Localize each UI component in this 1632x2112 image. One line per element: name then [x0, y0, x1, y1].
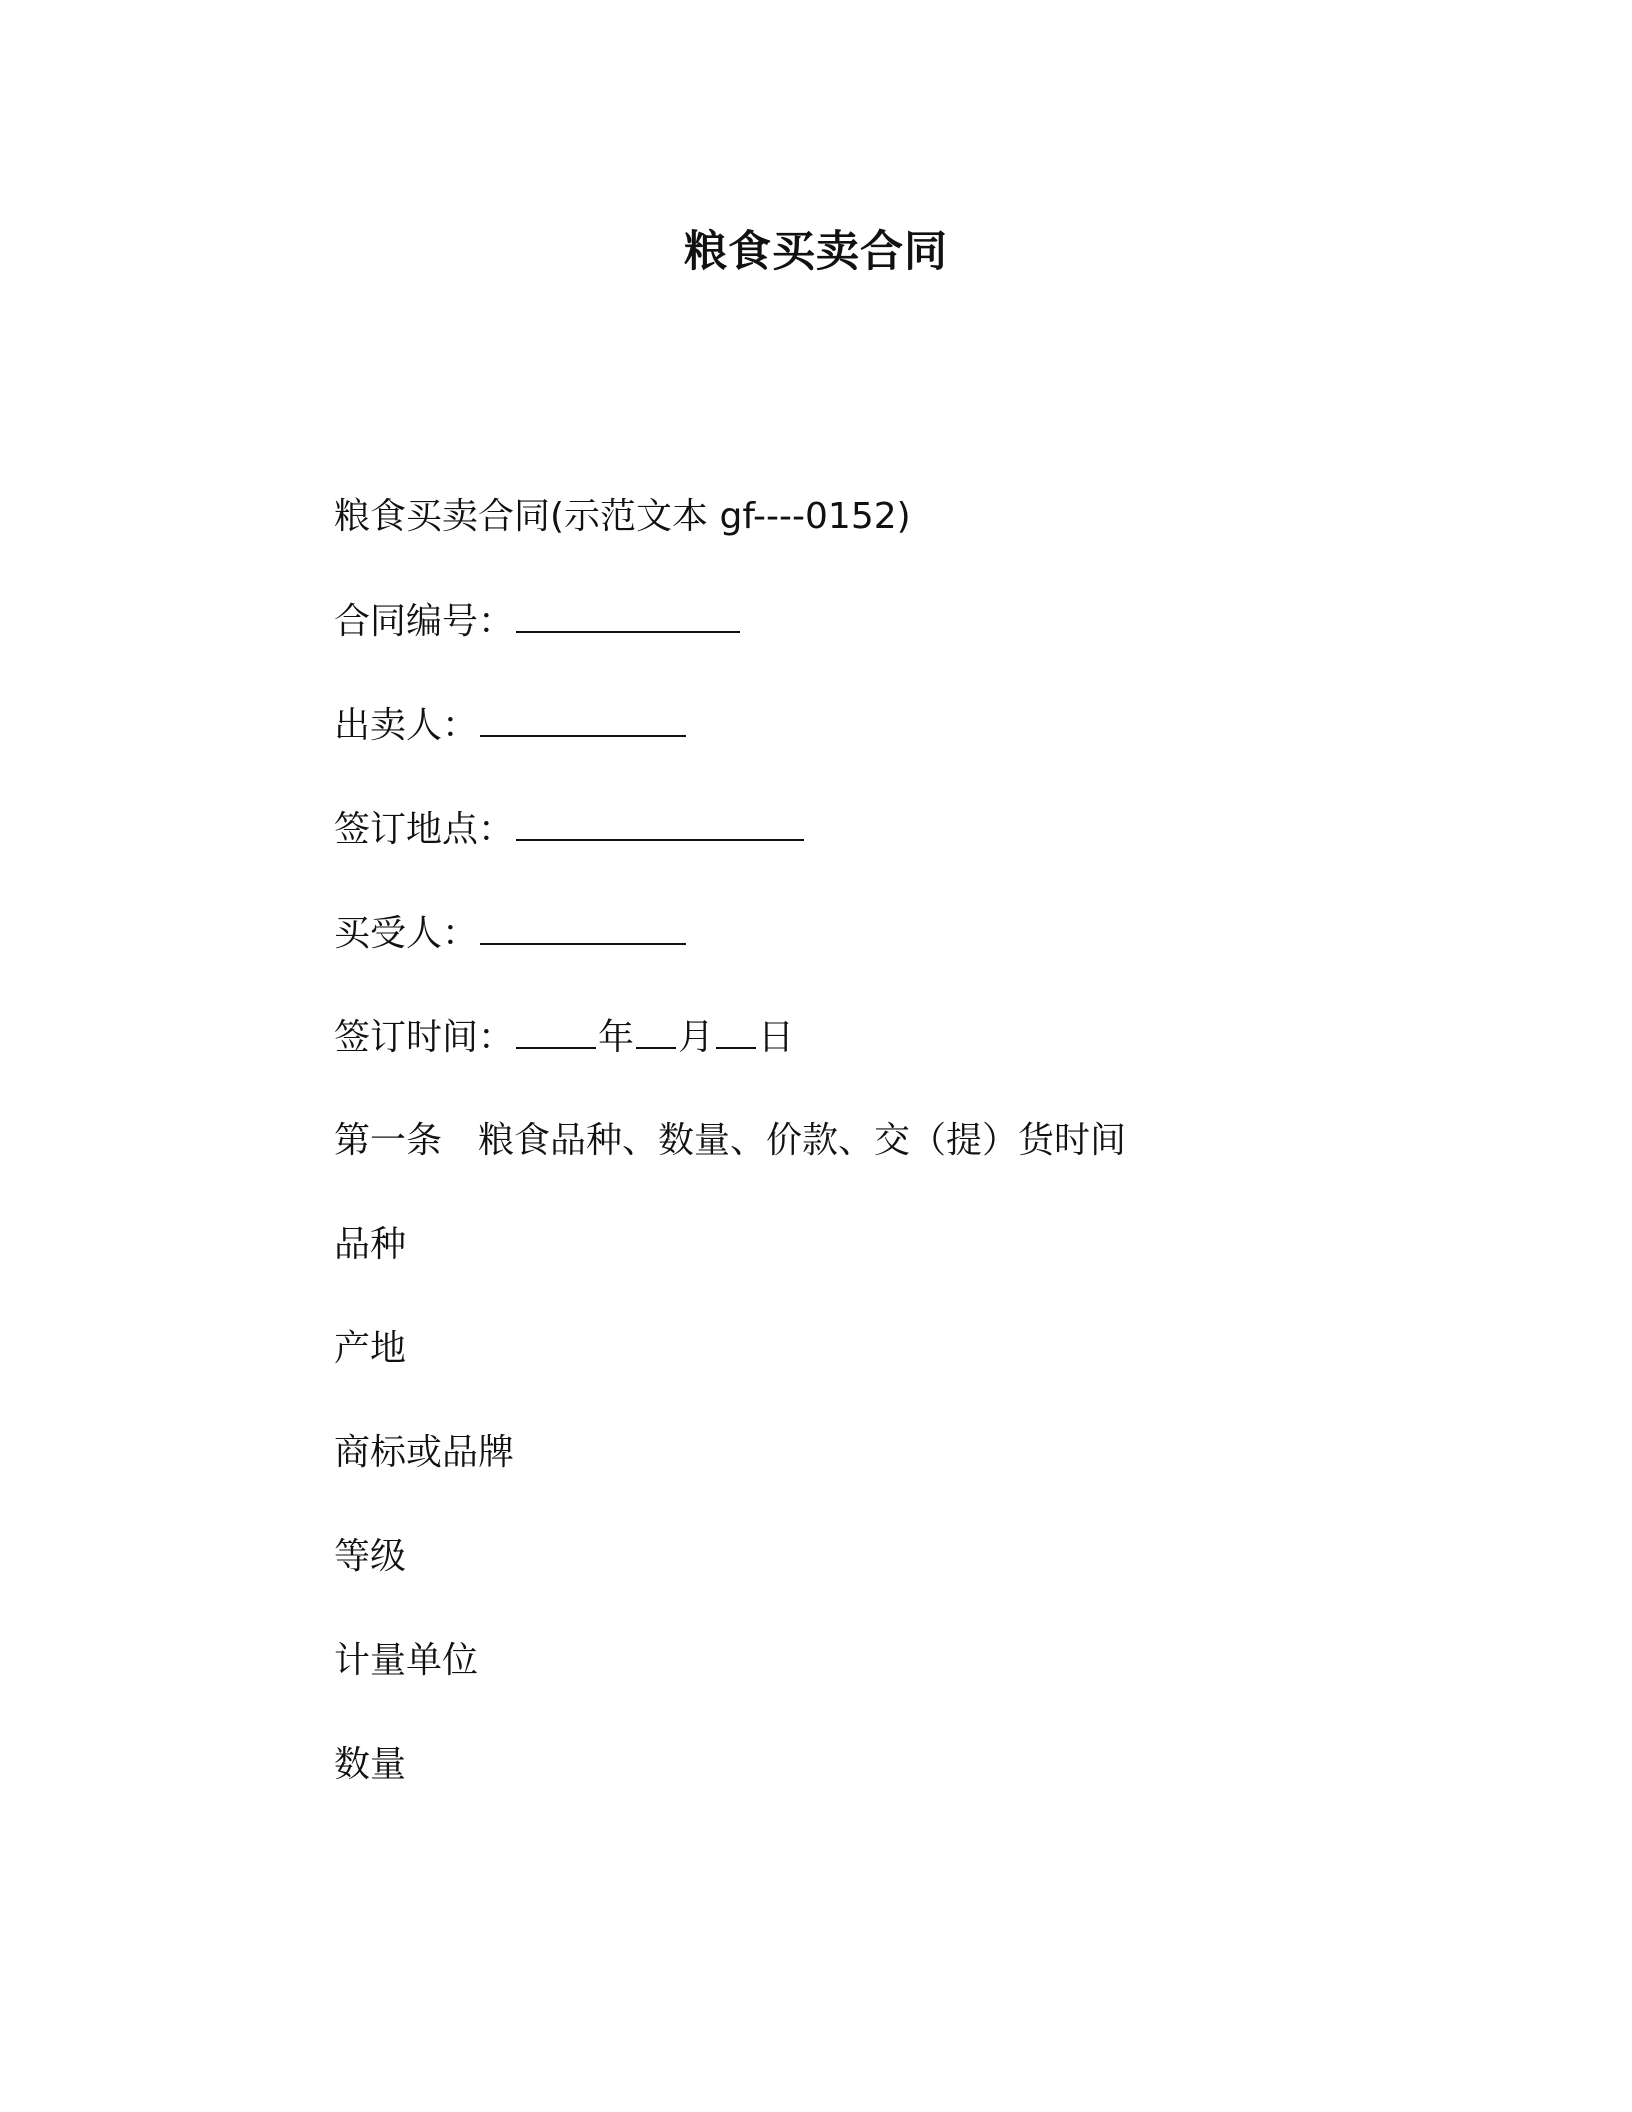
sign-place-label: 签订地点：: [334, 809, 515, 850]
month-blank: [636, 1013, 676, 1049]
contract-number-line: [334, 597, 1434, 701]
month-char: 月: [678, 1017, 715, 1058]
document-body: [334, 493, 1434, 1845]
seller-blank: [480, 701, 686, 737]
item-grade: 等级: [334, 1536, 407, 1577]
item-brand: 商标或品牌: [334, 1432, 515, 1473]
year-char: 年: [598, 1017, 635, 1058]
day-char: 日: [758, 1017, 795, 1058]
sign-place-line: [334, 805, 1434, 909]
document-title: 粮食买卖合同: [684, 227, 948, 277]
buyer-line: [334, 909, 1434, 1013]
seller-line: [334, 701, 1434, 805]
sign-time-label: 签订时间：: [334, 1017, 515, 1058]
article-1-heading: 第一条 粮食品种、数量、价款、交（提）货时间: [334, 1120, 1127, 1161]
item-origin: 产地: [334, 1328, 407, 1369]
sign-place-blank: [516, 805, 804, 841]
year-blank: [516, 1013, 596, 1049]
buyer-blank: [480, 909, 686, 945]
contract-number-label: 合同编号：: [334, 601, 515, 642]
item-unit: 计量单位: [334, 1640, 479, 1681]
contract-subtitle: 粮食买卖合同(示范文本 gf----0152): [334, 496, 911, 537]
day-blank: [716, 1013, 756, 1049]
buyer-label: 买受人：: [334, 913, 479, 954]
item-variety: 品种: [334, 1224, 407, 1265]
item-quantity: 数量: [334, 1744, 407, 1785]
contract-number-blank: [516, 597, 740, 633]
sign-time-line: [334, 1013, 1434, 1117]
seller-label: 出卖人：: [334, 705, 479, 746]
